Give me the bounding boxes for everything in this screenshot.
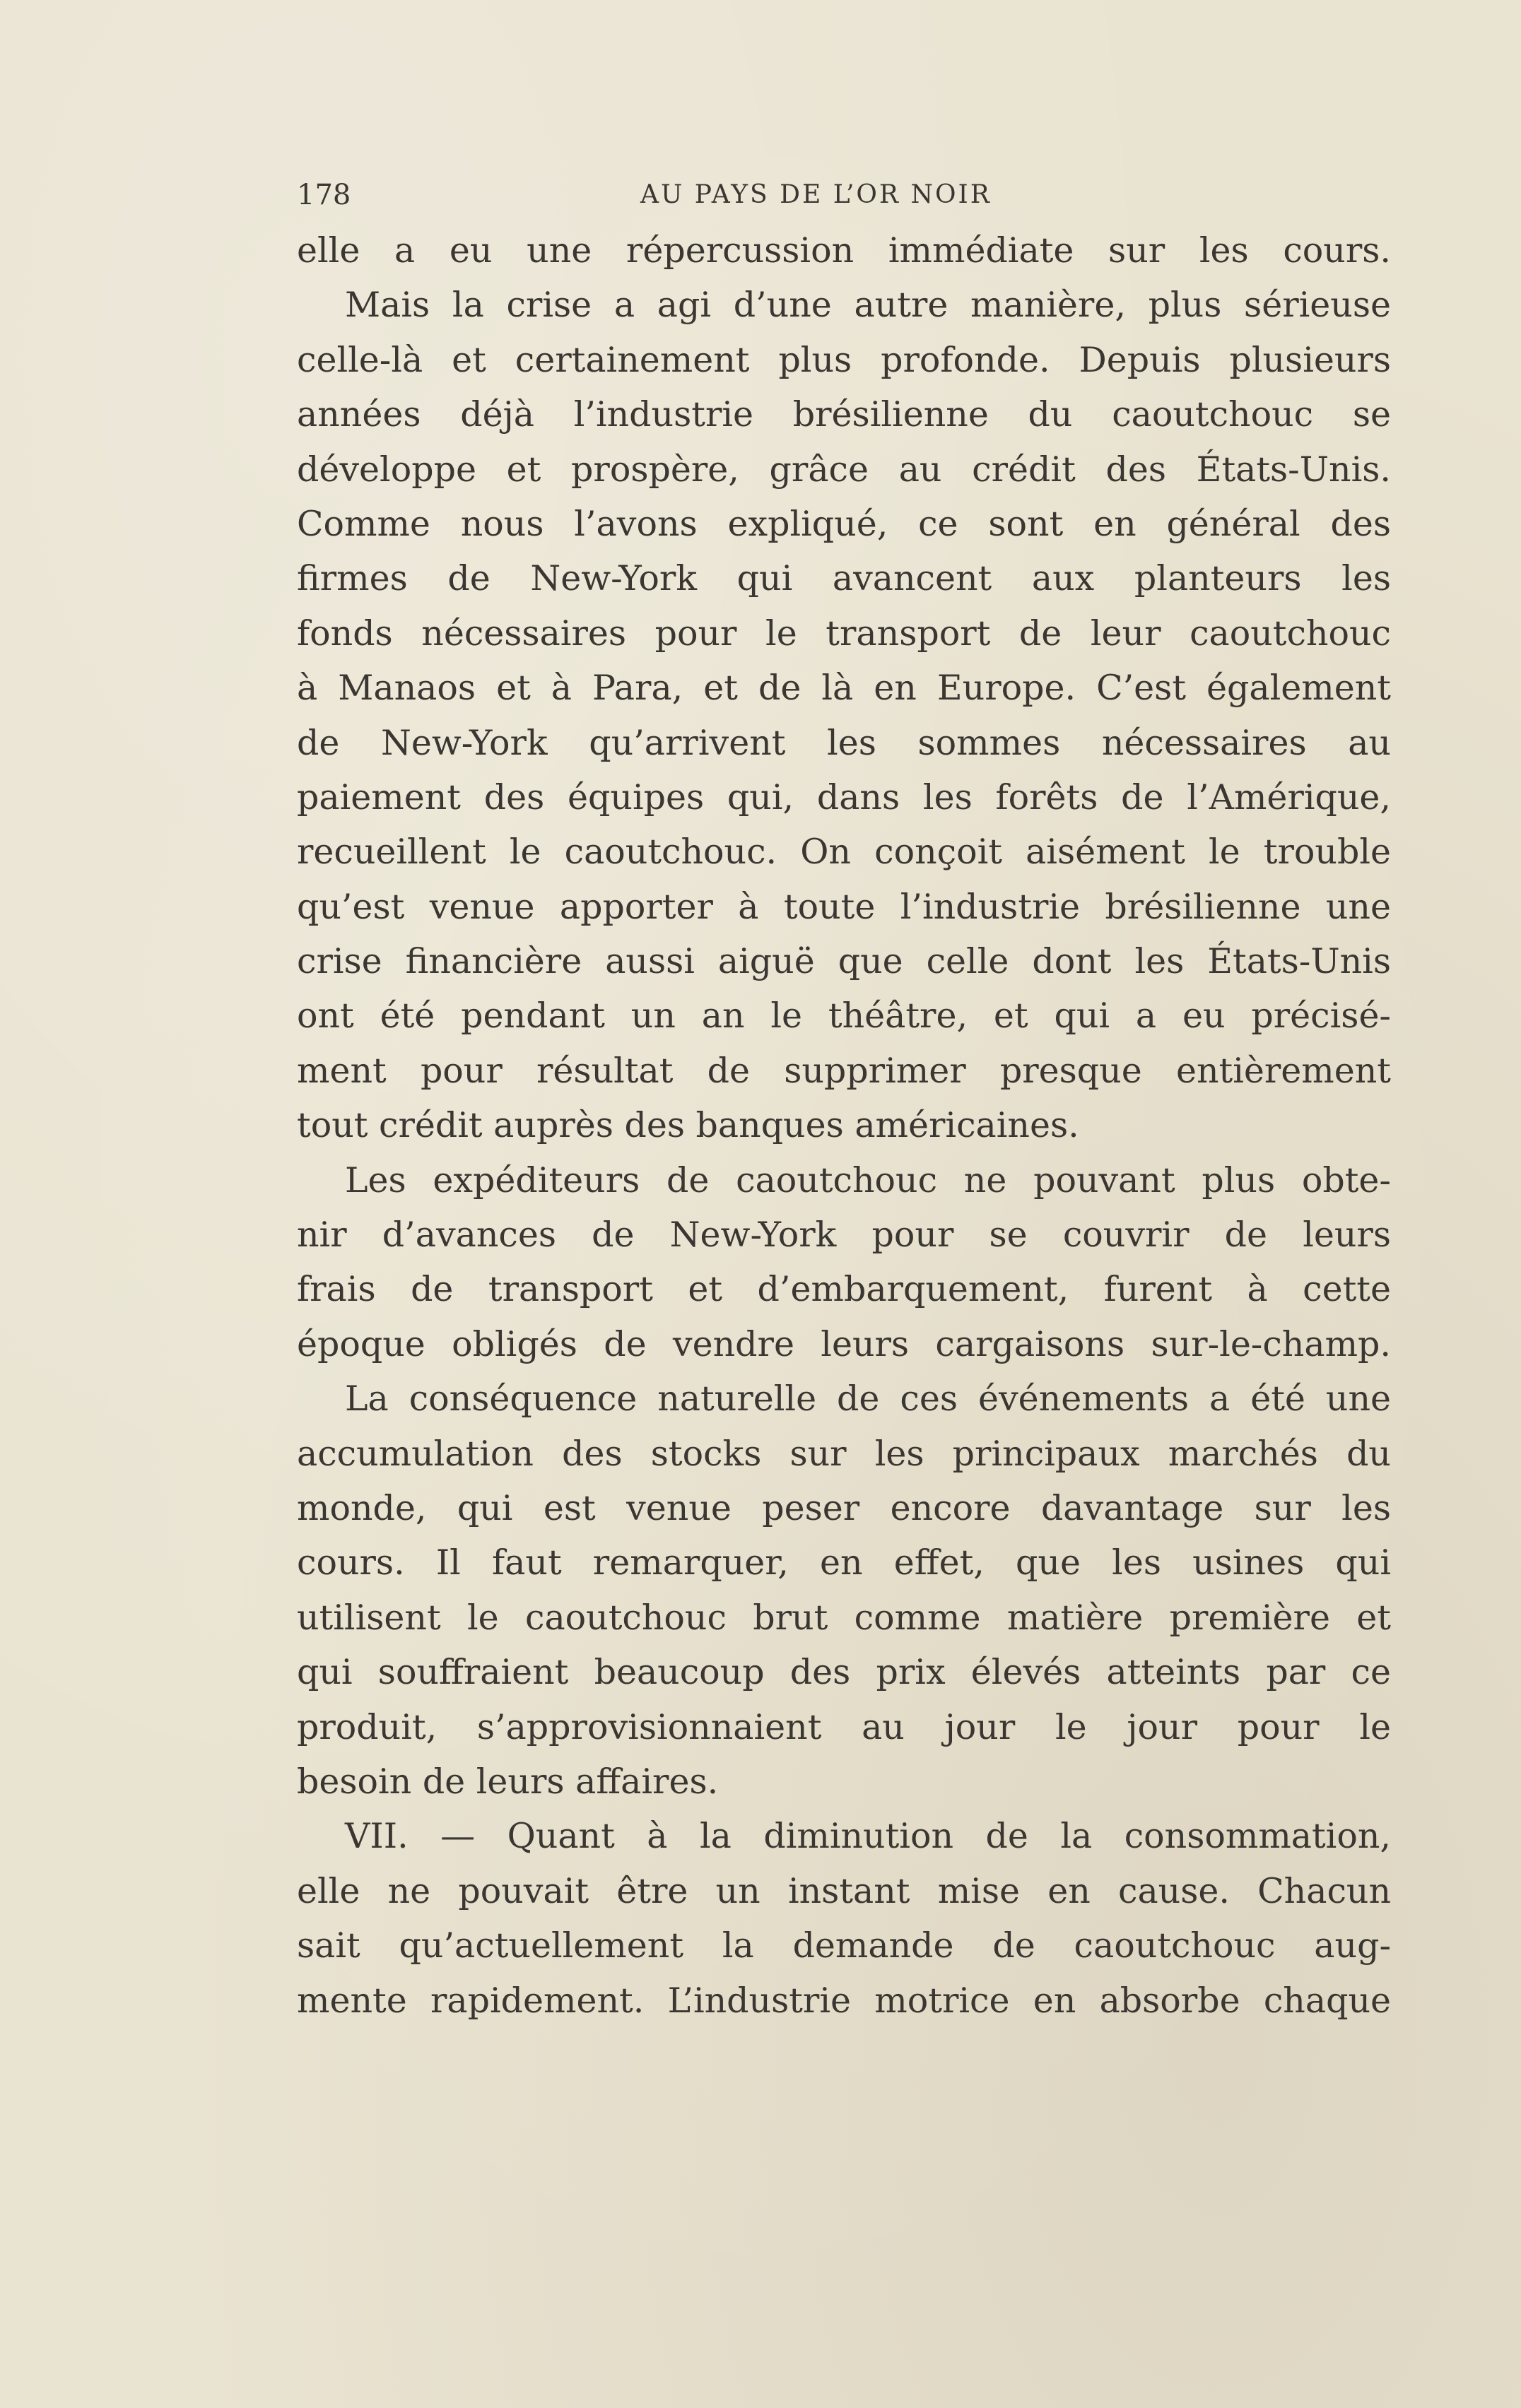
text-line-17: tout crédit auprès des banques américaines. <box>297 1105 1079 1146</box>
text-line-4: années déjà l’industrie brésilienne du caoutchouc se <box>297 394 1391 435</box>
text-line-32: sait qu’actuellement la demande de caoutchouc aug- <box>297 1925 1391 1966</box>
text-line-26: utilisent le caoutchouc brut comme matière première et <box>297 1597 1391 1638</box>
text-line-33: mente rapidement. L’industrie motrice en absorbe chaque <box>297 1980 1391 2021</box>
text-line-23: accumulation des stocks sur les principaux marchés du <box>297 1433 1391 1474</box>
text-line-7: firmes de New-York qui avancent aux planteurs les <box>297 558 1391 599</box>
page-header <box>297 167 1391 223</box>
text-line-24: monde, qui est venue peser encore davantage sur les <box>297 1487 1391 1528</box>
text-line-1: elle a eu une répercussion immédiate sur les cours. <box>297 230 1391 271</box>
running-title: AU PAYS DE L’OR NOIR <box>640 180 992 209</box>
text-line-22: La conséquence naturelle de ces événements a été une <box>345 1379 1391 1420</box>
text-line-8: fonds nécessaires pour le transport de leur caoutchouc <box>297 613 1391 654</box>
text-line-21: époque obligés de vendre leurs cargaisons sur-le-champ. <box>297 1323 1391 1364</box>
page-number: 178 <box>297 179 351 211</box>
text-line-29: besoin de leurs affaires. <box>297 1761 719 1802</box>
text-line-28: produit, s’approvisionnaient au jour le jour pour le <box>297 1706 1391 1747</box>
text-line-19: nir d’avances de New-York pour se couvrir de leurs <box>297 1215 1391 1256</box>
text-line-18: Les expéditeurs de caoutchouc ne pouvant plus obte- <box>345 1159 1391 1200</box>
text-line-15: ont été pendant un an le théâtre, et qui a eu précisé- <box>297 996 1391 1037</box>
text-line-3: celle-là et certainement plus profonde. Depuis plusieurs <box>297 339 1391 380</box>
book-page <box>297 167 1391 2028</box>
text-line-31: elle ne pouvait être un instant mise en cause. Chacun <box>297 1870 1391 1911</box>
text-line-13: qu’est venue apporter à toute l’industrie brésilienne une <box>297 886 1391 927</box>
text-line-12: recueillent le caoutchouc. On conçoit aisément le trouble <box>297 832 1391 873</box>
text-line-20: frais de transport et d’embarquement, furent à cette <box>297 1269 1391 1310</box>
text-line-27: qui souffraient beaucoup des prix élevés atteints par ce <box>297 1652 1391 1693</box>
text-line-25: cours. Il faut remarquer, en effet, que les usines qui <box>297 1542 1391 1583</box>
text-line-16: ment pour résultat de supprimer presque entièrement <box>297 1050 1391 1091</box>
text-line-30: VII. — Quant à la diminution de la consommation, <box>345 1816 1391 1857</box>
text-line-9: à Manaos et à Para, et de là en Europe. C’est également <box>297 668 1391 709</box>
text-line-14: crise financière aussi aiguë que celle dont les États-Unis <box>297 941 1391 982</box>
text-line-10: de New-York qu’arrivent les sommes nécessaires au <box>297 722 1391 763</box>
text-line-11: paiement des équipes qui, dans les forêts de l’Amérique, <box>297 777 1391 818</box>
text-line-6: Comme nous l’avons expliqué, ce sont en général des <box>297 503 1391 544</box>
text-line-2: Mais la crise a agi d’une autre manière, plus sérieuse <box>345 285 1391 326</box>
body-text <box>297 223 1391 2028</box>
text-line-5: développe et prospère, grâce au crédit des États-Unis. <box>297 449 1391 490</box>
